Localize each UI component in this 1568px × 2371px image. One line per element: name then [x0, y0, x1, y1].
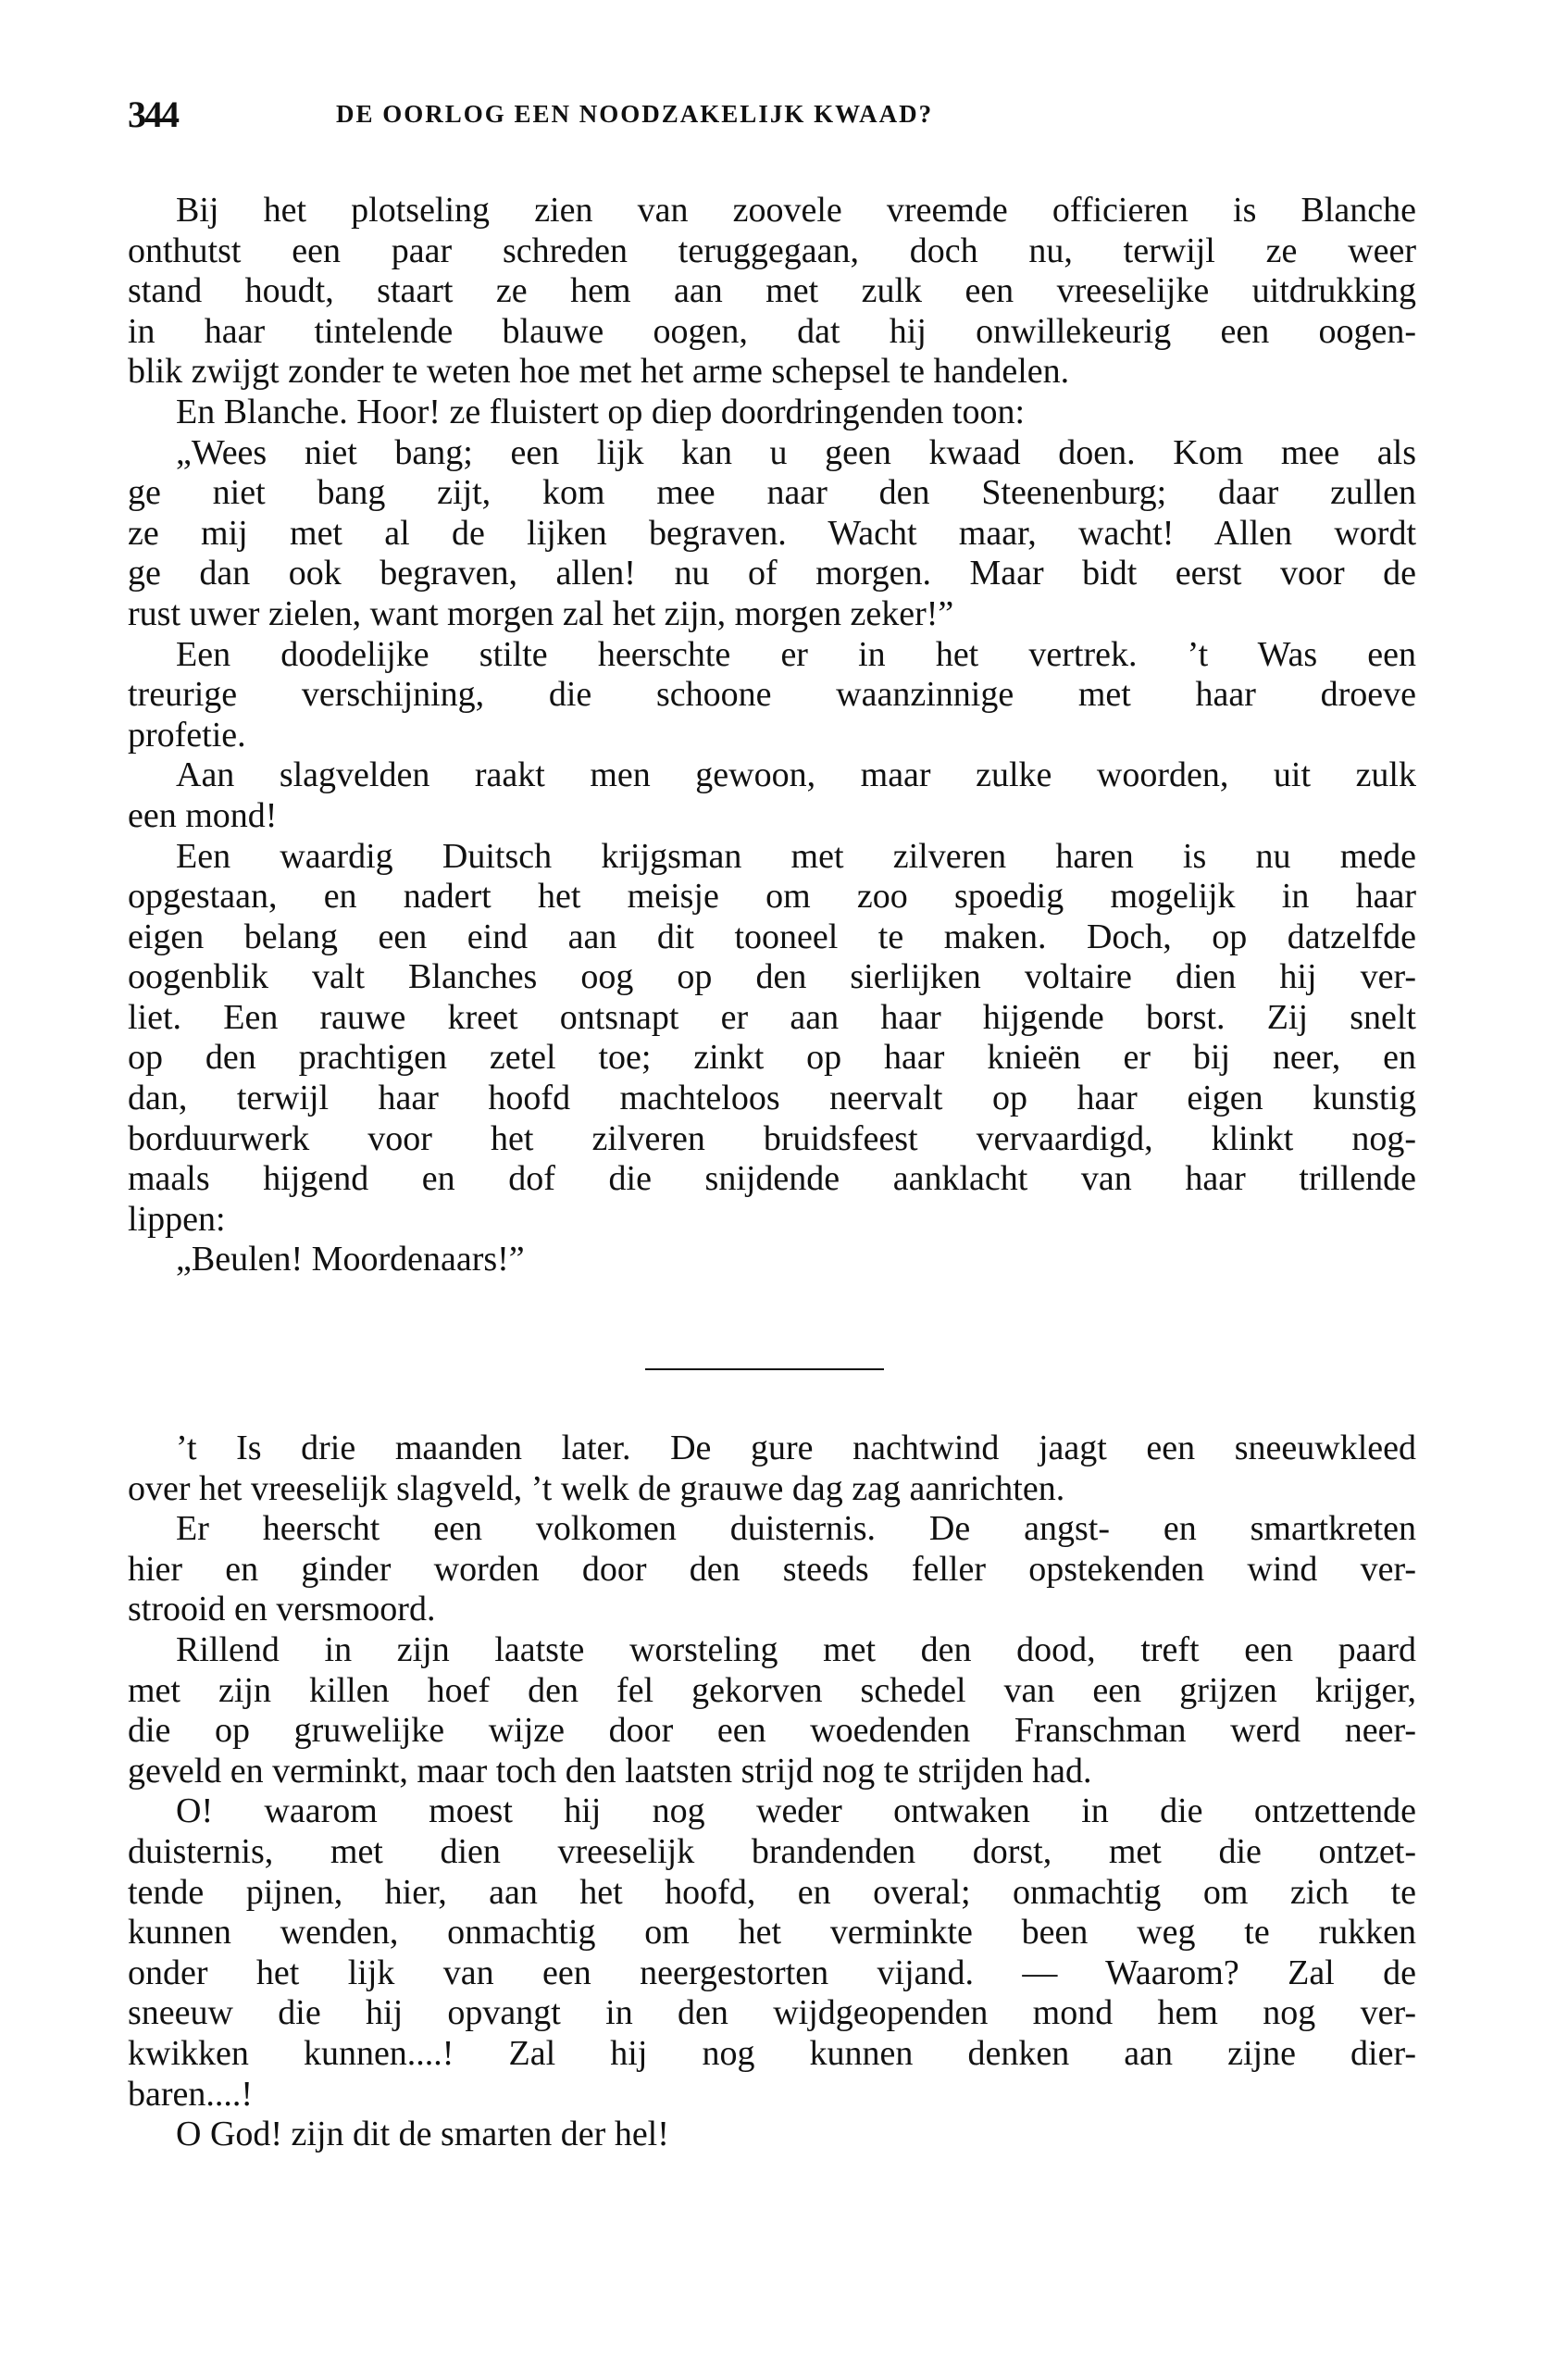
paragraph — [128, 433, 1416, 635]
text-section-2 — [128, 1429, 1416, 2155]
text-line: rust uwer zielen, want morgen zal het zijn, morgen zeker!” — [128, 593, 954, 633]
text-line: eigen belang een eind aan dit tooneel te maken. Doch, op datzelfde — [128, 917, 1416, 956]
text-line: Rillend in zijn laatste worsteling met den dood, treft een paard — [176, 1629, 1416, 1669]
text-line: onthutst een paar schreden teruggegaan, doch nu, terwijl ze weer — [128, 231, 1416, 270]
paragraph — [128, 393, 1416, 433]
text-line: strooid en versmoord. — [128, 1590, 436, 1629]
page-header — [128, 93, 1416, 133]
text-line: dan, terwijl haar hoofd machteloos neervalt op haar eigen kunstig — [128, 1079, 1416, 1118]
text-line: „Wees niet bang; een lijk kan u geen kwaad doen. Kom mee als — [176, 432, 1416, 472]
text-line: maals hijgend en dof die snijdende aanklacht van haar trillende — [128, 1159, 1416, 1199]
text-line: blik zwijgt zonder te weten hoe met het arme schepsel te handelen. — [128, 352, 1070, 392]
text-line: liet. Een rauwe kreet ontsnapt er aan haar hijgende borst. Zij snelt — [128, 997, 1416, 1037]
text-line: borduurwerk voor het zilveren bruidsfeest vervaardigd, klinkt nog- — [128, 1118, 1416, 1158]
paragraph — [128, 1630, 1416, 1791]
text-line: O God! zijn dit de smarten der hel! — [176, 2115, 669, 2154]
text-line: O! waarom moest hij nog weder ontwaken in die ontzettende — [176, 1791, 1416, 1831]
paragraph — [128, 1509, 1416, 1630]
text-line: hier en ginder worden door den steeds feller opstekenden wind ver- — [128, 1549, 1416, 1589]
text-line: ge dan ook begraven, allen! nu of morgen. Maar bidt eerst voor de — [128, 554, 1416, 593]
text-line: treurige verschijning, die schoone waanzinnige met haar droeve — [128, 675, 1416, 715]
text-line: onder het lijk van een neergestorten vijand. — Waarom? Zal de — [128, 1953, 1416, 1992]
paragraph — [128, 635, 1416, 756]
text-line: ’t Is drie maanden later. De gure nachtwind jaagt een sneeuwkleed — [176, 1429, 1416, 1467]
text-line: Een waardig Duitsch krijgsman met zilveren haren is nu mede — [176, 836, 1416, 876]
text-line: ge niet bang zijt, kom mee naar den Steenenburg; daar zullen — [128, 473, 1416, 513]
text-line: Bij het plotseling zien van zoovele vreemde officieren is Blanche — [176, 191, 1416, 230]
text-line: baren....! — [128, 2074, 254, 2114]
text-line: Een doodelijke stilte heerschte er in het vertrek. ’t Was een — [176, 634, 1416, 674]
text-line: kwikken kunnen....! Zal hij nog kunnen denken aan zijne dier- — [128, 2033, 1416, 2073]
text-line: in haar tintelende blauwe oogen, dat hij onwillekeurig een oogen- — [128, 311, 1416, 351]
paragraph — [128, 755, 1416, 836]
paragraph — [128, 2115, 1416, 2155]
text-line: opgestaan, en nadert het meisje om zoo spoedig mogelijk in haar — [128, 877, 1416, 917]
text-line: op den prachtigen zetel toe; zinkt op haar knieën er bij neer, en — [128, 1038, 1416, 1078]
section-divider — [645, 1368, 884, 1370]
running-title: DE OORLOG EEN NOODZAKELIJK KWAAD? — [336, 100, 934, 128]
paragraph — [128, 1240, 1416, 1280]
paragraph — [128, 837, 1416, 1241]
text-line: „Beulen! Moordenaars!” — [176, 1240, 525, 1279]
text-line: tende pijnen, hier, aan het hoofd, en overal; onmachtig om zich te — [128, 1872, 1416, 1912]
text-line: lippen: — [128, 1199, 226, 1239]
text-line: En Blanche. Hoor! ze fluistert op diep doordringenden toon: — [176, 392, 1026, 431]
paragraph — [128, 1791, 1416, 2115]
text-line: profetie. — [128, 715, 246, 755]
text-line: met zijn killen hoef den fel gekorven schedel van een grijzen krijger, — [128, 1670, 1416, 1710]
text-line: duisternis, met dien vreeselijk brandenden dorst, met die ontzet- — [128, 1831, 1416, 1871]
text-line: sneeuw die hij opvangt in den wijdgeopenden mond hem nog ver- — [128, 1993, 1416, 2033]
text-line: ze mij met al de lijken begraven. Wacht maar, wacht! Allen wordt — [128, 513, 1416, 553]
text-line: geveld en verminkt, maar toch den laatsten strijd nog te strijden had. — [128, 1751, 1092, 1791]
page-number: 344 — [128, 94, 178, 135]
text-section-1 — [128, 191, 1416, 1280]
text-line: een mond! — [128, 795, 278, 835]
text-line: Aan slagvelden raakt men gewoon, maar zulke woorden, uit zulk — [176, 755, 1416, 795]
text-line: kunnen wenden, onmachtig om het verminkte been weg te rukken — [128, 1913, 1416, 1953]
text-line: Er heerscht een volkomen duisternis. De angst- en smartkreten — [176, 1509, 1416, 1549]
text-line: stand houdt, staart ze hem aan met zulk een vreeselijke uitdrukking — [128, 271, 1416, 311]
text-line: oogenblik valt Blanches oog op den sierlijken voltaire dien hij ver- — [128, 957, 1416, 997]
text-line: die op gruwelijke wijze door een woedenden Franschman werd neer- — [128, 1711, 1416, 1751]
paragraph — [128, 1429, 1416, 1509]
paragraph — [128, 191, 1416, 393]
text-line: over het vreeselijk slagveld, ’t welk de grauwe dag zag aanrichten. — [128, 1468, 1065, 1508]
